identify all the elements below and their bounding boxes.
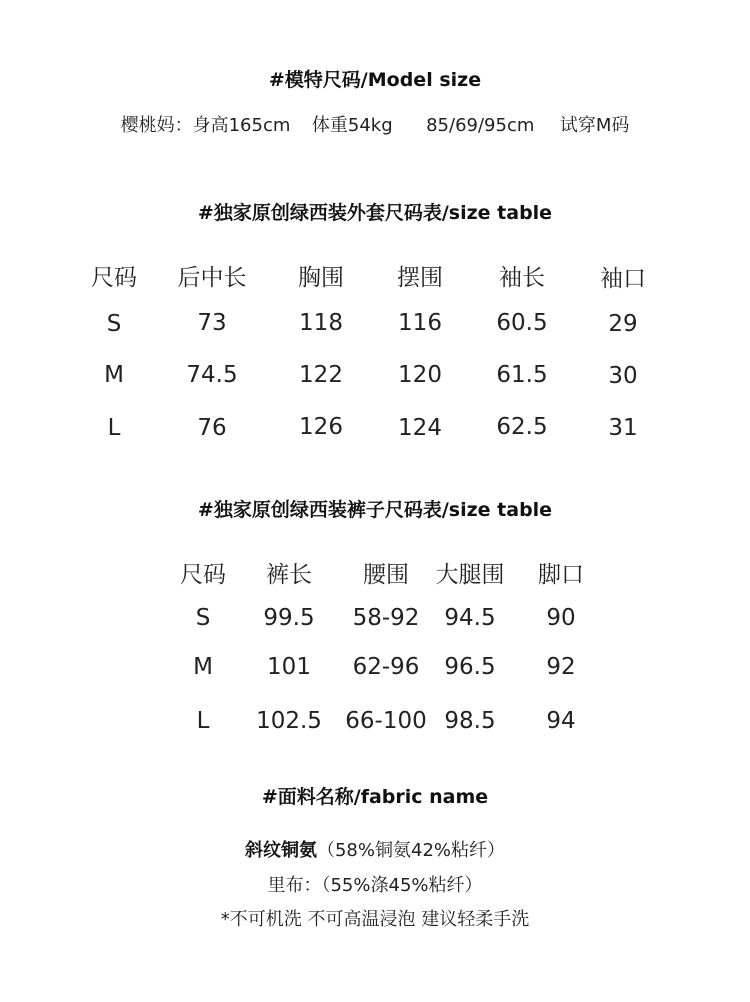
jacket-header-cell: 袖长	[499, 265, 545, 291]
pants-table-cell: L	[196, 708, 210, 734]
jacket-table-cell: L	[107, 415, 121, 441]
jacket-table-cell: 31	[608, 415, 638, 441]
jacket-table-cell: 124	[398, 415, 442, 441]
jacket-header-cell: 胸围	[298, 265, 344, 291]
pants-table-cell: S	[195, 605, 211, 631]
jacket-header-cell: 后中长	[177, 265, 247, 291]
lining-line: 里布：（55%涤45%粘纤）	[267, 875, 483, 896]
jacket-table-cell: S	[106, 311, 122, 337]
pants-header-cell: 大腿围	[435, 562, 505, 588]
pants-header-cell: 尺码	[180, 562, 226, 588]
fabric-heading: #面料名称/fabric name	[261, 786, 489, 808]
pants-table-cell: 66-100	[345, 708, 427, 734]
jacket-size-heading: #独家原创绿西装外套尺码表/size table	[197, 202, 553, 224]
model-size-line	[0, 111, 750, 137]
pants-table-cell: 101	[267, 654, 311, 680]
jacket-table-cell: 116	[398, 310, 442, 336]
pants-table-cell: 94	[546, 708, 576, 734]
pants-table-cell: 90	[546, 605, 576, 631]
pants-table-cell: 92	[546, 654, 576, 680]
care-instructions: *不可机洗 不可高温浸泡 建议轻柔手洗	[220, 909, 530, 930]
jacket-table-cell: 29	[608, 311, 638, 337]
jacket-header-cell: 尺码	[91, 265, 137, 291]
pants-table-cell: 99.5	[263, 605, 315, 631]
pants-header-cell: 脚口	[538, 562, 584, 588]
jacket-table-cell: 120	[398, 362, 442, 388]
model-name-height: 樱桃妈：身高165cm	[120, 115, 291, 136]
jacket-table-cell: 61.5	[496, 362, 548, 388]
jacket-table-cell: M	[104, 362, 124, 388]
pants-table-cell: 62-96	[352, 654, 420, 680]
pants-table-cell: 102.5	[256, 708, 322, 734]
pants-table-cell: 96.5	[444, 654, 496, 680]
pants-table-cell: M	[193, 654, 213, 680]
jacket-table-cell: 30	[608, 363, 638, 389]
pants-table-cell: 98.5	[444, 708, 496, 734]
jacket-table-cell: 60.5	[496, 310, 548, 336]
jacket-header-cell: 袖口	[600, 266, 646, 292]
jacket-table-cell: 122	[299, 362, 343, 388]
model-measurements: 85/69/95cm	[426, 115, 535, 136]
pants-size-heading: #独家原创绿西装裤子尺码表/size table	[197, 499, 553, 521]
jacket-table-cell: 62.5	[496, 414, 548, 440]
fabric-line	[0, 836, 750, 862]
model-tried-size: 试穿M码	[559, 115, 630, 136]
fabric-name: 斜纹铜氨	[244, 840, 317, 861]
model-weight: 体重54kg	[311, 115, 393, 136]
model-size-heading: #模特尺码/Model size	[268, 69, 482, 91]
jacket-header-cell: 摆围	[397, 265, 443, 291]
jacket-table-cell: 118	[299, 310, 343, 336]
jacket-table-cell: 73	[197, 310, 227, 336]
jacket-table-cell: 76	[197, 415, 227, 441]
jacket-table-cell: 74.5	[186, 362, 238, 388]
pants-header-cell: 裤长	[266, 562, 312, 588]
pants-table-cell: 94.5	[444, 605, 496, 631]
pants-header-cell: 腰围	[363, 562, 409, 588]
jacket-table-cell: 126	[299, 414, 343, 440]
fabric-composition: （58%铜氨42%粘纤）	[316, 840, 505, 861]
pants-table-cell: 58-92	[352, 605, 420, 631]
